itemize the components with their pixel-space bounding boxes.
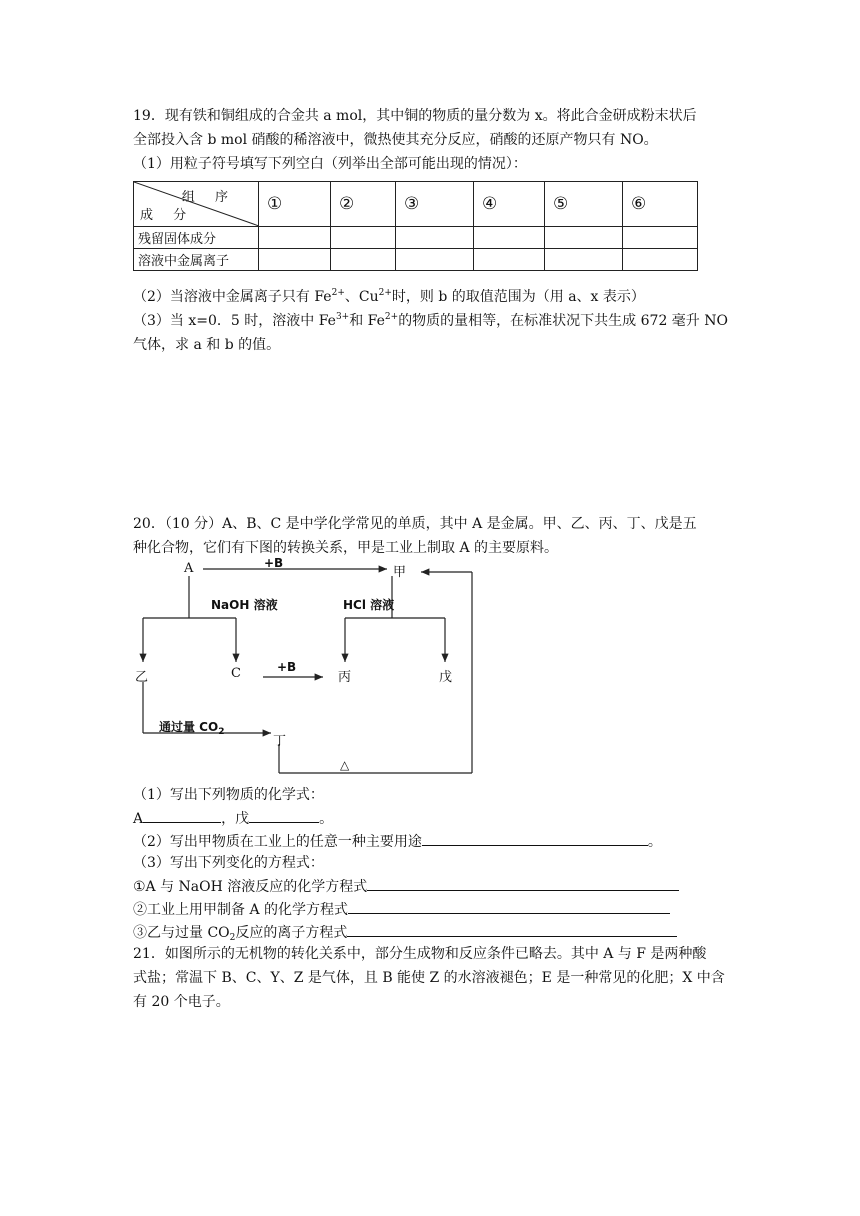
q20-subquestion-3: （3）写出下列变化的方程式：: [133, 855, 324, 871]
label-plus-b-top: +B: [264, 556, 284, 570]
q20-subquestion-2: （2）写出甲物质在工业上的任意一种主要用途 。: [133, 831, 662, 852]
answer-cell[interactable]: [396, 249, 474, 271]
answer-cell[interactable]: [623, 227, 698, 249]
q19-text-line1: 19．现有铁和铜组成的合金共 a mol，其中铜的物质的量分数为 x。将此合金研成粉末状后: [133, 108, 697, 124]
node-wu: 戊: [439, 670, 453, 685]
answer-cell[interactable]: [331, 227, 396, 249]
label-hcl: HCl 溶液: [343, 598, 395, 612]
answer-cell[interactable]: [259, 249, 331, 271]
column-header: ①: [259, 182, 331, 227]
table-corner-cell: [134, 182, 259, 227]
q21-text-line1: 21．如图所示的无机物的转化关系中，部分生成物和反应条件已略去。其中 A 与 F 是两种酸: [133, 946, 707, 962]
node-a: A: [184, 561, 194, 576]
q20-equation-3: ③乙与过量 $CO_2$反应的离子方程式: [133, 922, 677, 943]
corner-label-group: 组 序: [181, 190, 236, 205]
table-row: [134, 249, 698, 271]
answer-cell[interactable]: [474, 249, 545, 271]
q19-answer-table: [133, 181, 698, 271]
label-plus-b-mid: +B: [277, 660, 297, 674]
heat-symbol: △: [340, 758, 350, 772]
q19-subquestion-2: （2）当溶液中金属离子只有 $Fe^{2+}$、$Cu^{2+}$时，则 b 的取值范围为（用 a、x 表示）: [133, 288, 645, 305]
answer-blank-eq1[interactable]: [367, 876, 679, 891]
answer-blank-eq3[interactable]: [347, 922, 677, 937]
answer-cell[interactable]: [545, 227, 623, 249]
answer-blank-eq2[interactable]: [348, 899, 670, 914]
node-bing: 丙: [338, 670, 352, 685]
q19-subquestion-3: （3）当 x=0．5 时，溶液中 $Fe^{3+}$和 $Fe^{2+}$的物质的量相等，在标准状况下共生成 672 毫升 NO: [133, 312, 728, 329]
row-label: 残留固体成分: [134, 227, 259, 249]
answer-blank-wu[interactable]: [249, 808, 319, 823]
q21-text-line3: 有 20 个电子。: [133, 994, 230, 1010]
node-c: C: [231, 666, 241, 681]
node-ding: 丁: [273, 734, 287, 749]
answer-cell[interactable]: [396, 227, 474, 249]
column-header: ④: [474, 182, 545, 227]
answer-blank-use[interactable]: [422, 831, 648, 846]
answer-cell[interactable]: [545, 249, 623, 271]
q20-equation-2: ②工业上用甲制备 A 的化学方程式: [133, 899, 670, 920]
answer-cell[interactable]: [259, 227, 331, 249]
answer-blank-a[interactable]: [143, 808, 221, 823]
node-jia: 甲: [393, 565, 407, 580]
q21-text-line2: 式盐；常温下 B、C、Y、Z 是气体，且 B 能使 Z 的水溶液褪色；E 是一种常见的化肥；X 中含: [133, 970, 725, 986]
column-header: ③: [396, 182, 474, 227]
corner-label-component: 成 分: [140, 208, 195, 223]
q20-subquestion-1: （1）写出下列物质的化学式：: [133, 787, 324, 803]
node-yi: 乙: [135, 670, 149, 685]
column-header: ⑤: [545, 182, 623, 227]
q19-subquestion-1: （1）用粒子符号填写下列空白（列举出全部可能出现的情况）：: [133, 156, 527, 172]
column-header: ⑥: [623, 182, 698, 227]
q20-answer-line-1: A ，戊 。: [133, 808, 333, 829]
column-header: ②: [331, 182, 396, 227]
table-header-row: [134, 182, 698, 227]
row-label: 溶液中金属离子: [134, 249, 259, 271]
reaction-flow-diagram: [125, 558, 475, 778]
diagram-lines: [125, 558, 475, 778]
q20-text-line2: 种化合物，它们有下图的转换关系，甲是工业上制取 A 的主要原料。: [133, 540, 559, 556]
answer-cell[interactable]: [623, 249, 698, 271]
q19-subquestion-3-cont: 气体，求 a 和 b 的值。: [133, 337, 281, 353]
table-row: [134, 227, 698, 249]
label-co2: 通过量 $CO_2$: [159, 720, 225, 737]
label-naoh: NaOH 溶液: [211, 598, 278, 612]
q20-equation-1: ①A 与 NaOH 溶液反应的化学方程式: [133, 876, 679, 897]
answer-cell[interactable]: [474, 227, 545, 249]
q20-text-line1: 20．（10 分）A、B、C 是中学化学常见的单质，其中 A 是金属。甲、乙、丙、丁、戊是五: [133, 516, 697, 532]
answer-cell[interactable]: [331, 249, 396, 271]
q19-text-line2: 全部投入含 b mol 硝酸的稀溶液中，微热使其充分反应，硝酸的还原产物只有 NO。: [133, 132, 658, 148]
